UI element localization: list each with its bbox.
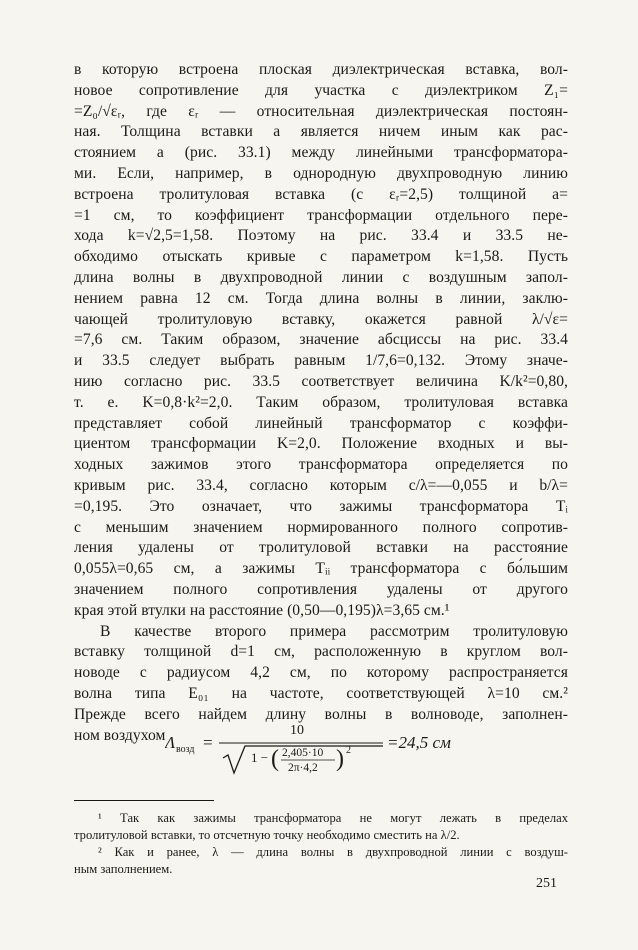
text-line: длина волны в двухпроводной линии с воздушным запол-	[74, 268, 568, 286]
text-line: =0,195. Это означает, что зажимы трансформатора Tᵢ	[74, 497, 568, 515]
formula-numerator: 10	[290, 723, 304, 738]
footnote-separator	[74, 800, 214, 801]
text-line: с меньшим значением нормированного полного сопротив-	[74, 518, 568, 536]
text-line: стоянием a (рис. 33.1) между линейными трансформатора-	[74, 144, 568, 162]
text-line: ми. Если, например, в однородную двухпроводную линию	[74, 164, 568, 182]
formula-one-minus: 1 −	[251, 750, 269, 765]
text-line: вставку толщиной d=1 см, расположенную в круглом вол-	[74, 643, 568, 661]
left-paren: (	[271, 746, 279, 772]
text-line: значением полного сопротивления удалены от другого	[74, 580, 568, 598]
page-number: 251	[536, 876, 557, 891]
body-text	[74, 60, 568, 746]
text-line: кривым рис. 33.4, согласно которым c/λ=—0,055 и b/λ=	[74, 476, 568, 494]
text-line: нию согласно рис. 33.5 соответствует величина K/k²=0,80,	[74, 372, 568, 390]
waveguide-wavelength-formula	[165, 718, 485, 776]
text-line: чающей тролитуловую вставку, окажется равной λ/√ε=	[74, 310, 568, 328]
text-line: в которую встроена плоская диэлектрическая вставка, вол-	[74, 61, 568, 78]
text-line: встроена тролитуловая вставка (с εᵣ=2,5) толщиной a=	[74, 185, 568, 203]
text-line: представляет собой линейный трансформатор с коэффи-	[74, 414, 568, 432]
exponent: 2	[346, 745, 351, 756]
text-line: ном воздухом	[74, 726, 166, 744]
formula-result: =24,5 см	[387, 733, 451, 752]
footnotes	[74, 810, 568, 878]
footnote-line: ² Как и ранее, λ — длина волны в двухпроводной линии с воздуш-	[98, 845, 568, 859]
text-line: волна типа E₀₁ на частоте, соответствующей λ=10 см.²	[74, 684, 568, 702]
text-line: новое сопротивление для участка с диэлектриком Z₁=	[74, 81, 568, 99]
right-paren: )	[336, 746, 344, 772]
formula-equals: =	[203, 733, 213, 752]
footnote-line: ным заполнением.	[74, 862, 173, 876]
text-line: ная. Толщина вставки a является ничем иным как рас-	[74, 123, 568, 141]
inner-numerator: 2,405·10	[282, 747, 324, 759]
text-line: нением равна 12 см. Тогда длина волны в линии, заклю-	[74, 289, 568, 307]
text-line: =7,6 см. Таким образом, значение абсциссы на рис. 33.4	[74, 331, 568, 349]
footnote-line: ¹ Так как зажимы трансформатора не могут лежать в пределах	[98, 811, 568, 825]
text-line: новоде с радиусом 4,2 см, по которому распространяется	[74, 664, 568, 682]
paragraph-start-line: В качестве второго примера рассмотрим тролитуловую	[100, 622, 568, 640]
text-line: хода k=√2,5=1,58. Поэтому на рис. 33.4 и 33.5 не-	[74, 227, 568, 245]
text-line: =1 см, то коэффициент трансформации отдельного пере-	[74, 206, 568, 224]
text-line: Прежде всего найдем длину волны в волноводе, заполнен-	[74, 705, 568, 723]
formula-lhs-subscript: возд	[176, 744, 195, 755]
text-line: т. е. K=0,8·k²=2,0. Таким образом, тролитуловая вставка	[74, 393, 568, 411]
formula-lhs: Λ	[165, 733, 176, 752]
text-line: обходимо отыскать кривые с параметром k=1,58. Пусть	[74, 248, 568, 266]
text-line: =Z₀/√εᵣ, где εᵣ — относительная диэлектрическая постоян-	[74, 102, 568, 120]
footnote-line: тролитуловой вставки, то отсчетную точку необходимо сместить на λ/2.	[74, 828, 460, 842]
text-line: 0,055λ=0,65 см, а зажимы Tᵢᵢ трансформатора с бо́льшим	[74, 560, 568, 578]
text-line: и 33.5 следует выбрать равным 1/7,6=0,132. Этому значе-	[74, 352, 568, 370]
text-line: ления удалены от тролитуловой вставки на расстояние	[74, 539, 568, 557]
text-line: циентом трансформации K=2,0. Положение входных и вы-	[74, 435, 568, 453]
text-line: ходных зажимов этого трансформатора определяется по	[74, 456, 568, 474]
inner-denominator: 2π·4,2	[288, 762, 318, 774]
paragraph-end-line: края этой втулки на расстояние (0,50—0,195)λ=3,65 см.¹	[74, 601, 450, 619]
